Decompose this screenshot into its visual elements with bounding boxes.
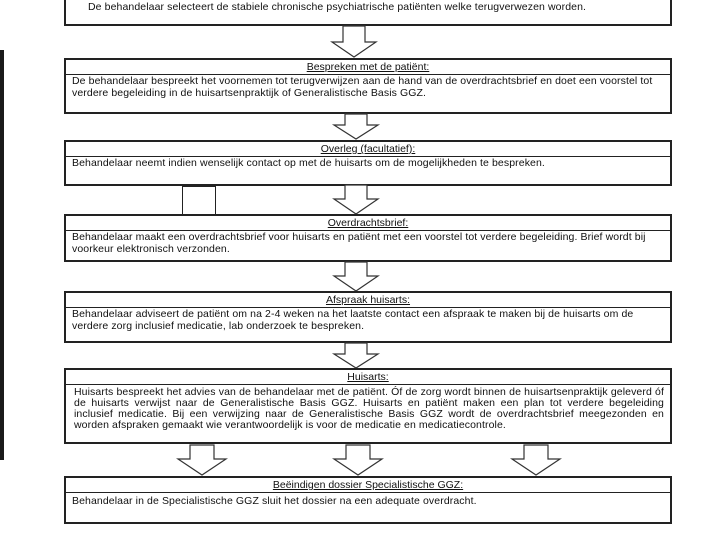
flow-arrow (330, 26, 378, 58)
step-text: Behandelaar adviseert de patiënt om na 2-4 weken na het laatste contact een afspraak te maken bij de huisarts om de verdere zorg inclusief medicatie, lab onderzoek te bespreken. (72, 308, 634, 332)
flow-arrow (332, 343, 380, 369)
step-title: Beëindigen dossier Specialistische GGZ: (272, 479, 464, 491)
flow-arrow (332, 262, 380, 292)
flow-arrow-right (510, 445, 562, 477)
step-text: Behandelaar maakt een overdrachtsbrief voor huisarts en patiënt met een voorstel tot verdere begeleiding. Brief wordt bij voorkeur elektronisch verzonden. (72, 231, 646, 255)
step-general-practitioner (64, 368, 672, 444)
step-title: Huisarts: (347, 371, 389, 383)
flow-arrow (332, 114, 380, 140)
step-close-dossier (64, 476, 672, 524)
step-discuss-patient (64, 58, 672, 114)
step-text: Huisarts bespreekt het advies van de behandelaar met de patiënt. Óf de zorg wordt binnen de huisartsenpraktijk geleverd óf de huisarts verwijst naar de Generalistische Basis GGZ. Huisarts en patiënt maken een plan tot verdere begeleiding inclusief medicatie. Bij een verwijzing naar de Generalistische Basis GGZ wordt de overdrachtsbrief meegezonden en worden afspraken gemaakt wie verantwoordelijk is voor de medicatie en medicatiecontrole. (74, 386, 664, 431)
step-title: Overdrachtsbrief: (327, 217, 409, 229)
side-connector (182, 186, 216, 216)
step-title: Bespreken met de patiënt: (306, 61, 430, 73)
left-edge-bar (0, 50, 4, 460)
step-gp-appointment (64, 291, 672, 343)
step-title: Afspraak huisarts: (325, 294, 411, 306)
step-text: Behandelaar neemt indien wenselijk contact op met de huisarts om de mogelijkheden te bespreken. (72, 157, 545, 169)
flow-arrow (332, 185, 380, 215)
step-title: Overleg (facultatief): (320, 143, 416, 155)
step-text: De behandelaar selecteert de stabiele chronische psychiatrische patiënten welke terugverwezen worden. (88, 1, 587, 13)
step-select-patients (64, 0, 672, 26)
step-text: Behandelaar in de Specialistische GGZ sluit het dossier na een adequate overdracht. (72, 495, 477, 507)
flow-arrow-center (332, 445, 384, 477)
flow-arrow-left (176, 445, 228, 477)
step-text: De behandelaar bespreekt het voornemen tot terugverwijzen aan de hand van de overdrachtsbrief en doet een voorstel tot verdere begeleiding in de huisartsenpraktijk of Generalistische Basis GGZ. (72, 75, 653, 99)
step-transfer-letter (64, 214, 672, 262)
step-consult (64, 140, 672, 186)
